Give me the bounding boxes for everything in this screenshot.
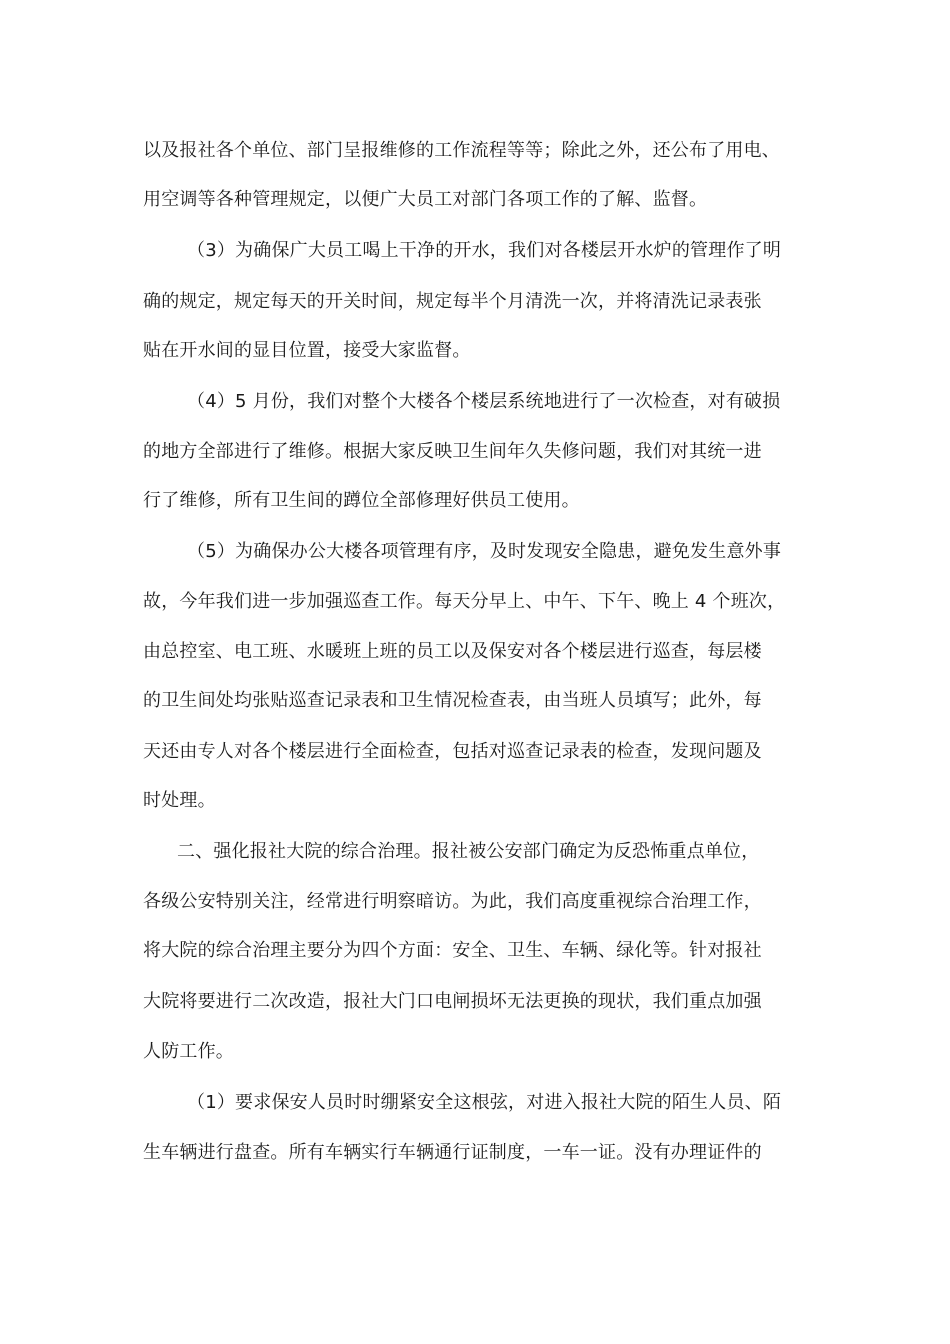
paragraph-4-line-1: （4）5 月份，我们对整个大楼各个楼层系统地进行了一次检查，对有破损 [187, 391, 781, 412]
section-two-line-1: 二、强化报社大院的综合治理。报社被公安部门确定为反恐怖重点单位， [177, 841, 760, 862]
text-line-1: 以及报社各个单位、部门呈报维修的工作流程等等；除此之外，还公布了用电、 [143, 140, 780, 161]
paragraph-5-line-4: 的卫生间处均张贴巡查记录表和卫生情况检查表，由当班人员填写；此外，每 [143, 690, 762, 711]
text-line-2: 用空调等各种管理规定，以便广大员工对部门各项工作的了解、监督。 [143, 189, 708, 210]
paragraph-3-line-3: 贴在开水间的显目位置，接受大家监督。 [143, 340, 471, 361]
paragraph-5-line-2: 故，今年我们进一步加强巡查工作。每天分早上、中午、下午、晚上 4 个班次， [143, 591, 786, 612]
section-two-line-2: 各级公安特别关注，经常进行明察暗访。为此，我们高度重视综合治理工作， [143, 891, 762, 912]
section-two-line-4: 大院将要进行二次改造，报社大门口电闸损坏无法更换的现状，我们重点加强 [143, 991, 762, 1012]
paragraph-3-line-2: 确的规定，规定每天的开关时间，规定每半个月清洗一次，并将清洗记录表张 [143, 291, 762, 312]
paragraph-5-line-6: 时处理。 [143, 790, 216, 811]
section-two-line-3: 将大院的综合治理主要分为四个方面：安全、卫生、车辆、绿化等。针对报社 [143, 940, 762, 961]
paragraph-4-line-2: 的地方全部进行了维修。根据大家反映卫生间年久失修问题，我们对其统一进 [143, 441, 762, 462]
paragraph-1-line-2: 生车辆进行盘查。所有车辆实行车辆通行证制度，一车一证。没有办理证件的 [143, 1142, 762, 1163]
paragraph-5-line-5: 天还由专人对各个楼层进行全面检查，包括对巡查记录表的检查，发现问题及 [143, 741, 762, 762]
paragraph-5-line-1: （5）为确保办公大楼各项管理有序，及时发现安全隐患，避免发生意外事 [187, 541, 782, 562]
paragraph-1-line-1: （1）要求保安人员时时绷紧安全这根弦，对进入报社大院的陌生人员、陌 [187, 1092, 782, 1113]
paragraph-4-line-3: 行了维修，所有卫生间的蹲位全部修理好供员工使用。 [143, 490, 580, 511]
paragraph-5-line-3: 由总控室、电工班、水暖班上班的员工以及保安对各个楼层进行巡查，每层楼 [143, 641, 762, 662]
section-two-line-5: 人防工作。 [143, 1041, 234, 1062]
paragraph-3-line-1: （3）为确保广大员工喝上干净的开水，我们对各楼层开水炉的管理作了明 [187, 240, 782, 261]
